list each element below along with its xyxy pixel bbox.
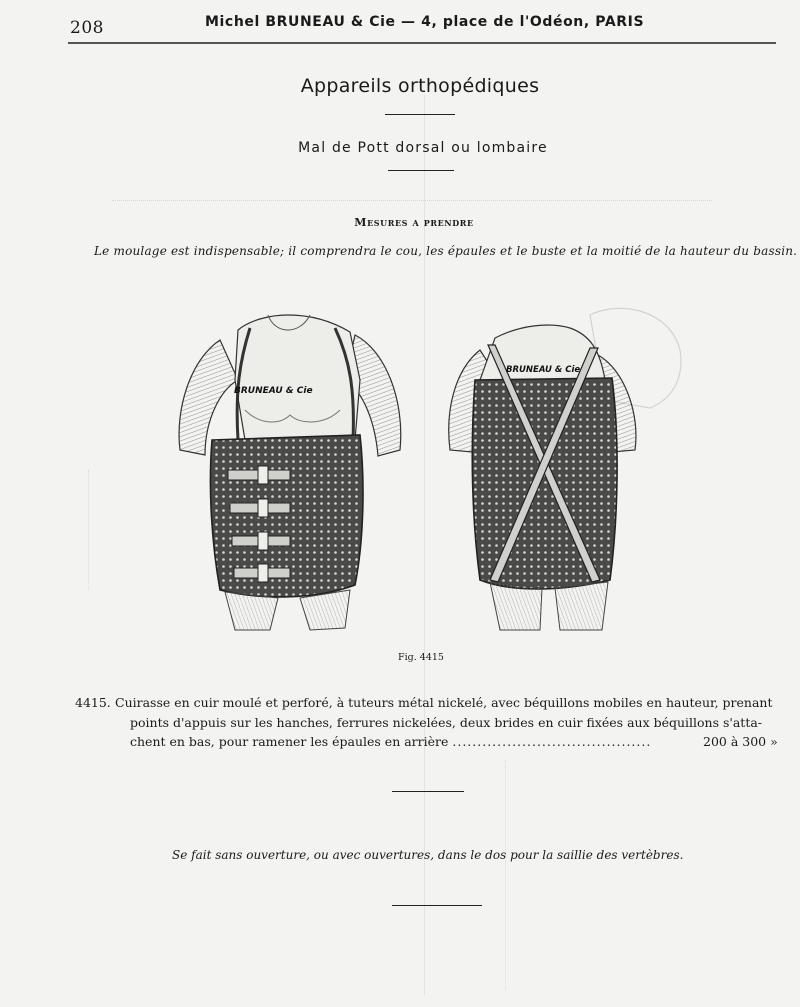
bleed-through-right-column (505, 760, 746, 990)
price-unit: » (770, 734, 778, 749)
figure-caption: Fig. 4415 (398, 652, 444, 663)
price-separator: à (730, 734, 739, 749)
subtitle: Mal de Pott dorsal ou lombaire (298, 140, 548, 156)
closing-rule (392, 905, 482, 906)
engraving-svg (150, 290, 710, 650)
price-low: 200 (703, 734, 727, 749)
header-rule (68, 42, 776, 44)
item-description-text: chent en bas, pour ramener les épaules en arrière (130, 734, 449, 749)
back-brand-label: BRUNEAU & Cie (506, 365, 581, 375)
running-head (0, 0, 800, 44)
item-description-line-2: points d'appuis sur les hanches, ferrures nickelées, deux brides en cuir fixées aux béquillons s'atta- (130, 714, 763, 730)
back-view (449, 308, 681, 630)
front-view (179, 315, 401, 630)
item-description-line-1: Cuirasse en cuir moulé et perforé, à tuteurs métal nickelé, avec béquillons mobiles en hauteur, prenant (115, 695, 773, 710)
section-title: Appareils orthopédiques (300, 75, 540, 97)
item-description-line-3 (130, 732, 651, 752)
front-brand-label: BRUNEAU & Cie (234, 386, 313, 396)
page-number: 208 (70, 18, 104, 38)
title-rule (385, 114, 455, 115)
measures-heading: Mesures a prendre (354, 216, 474, 229)
item-number: 4415. (75, 695, 111, 710)
measuring-instructions: Le moulage est indispensable; il comprendra le cou, les épaules et le buste et la moitié de la hauteur du bassin. (94, 244, 798, 258)
leader-dots: ........................................ (452, 734, 652, 749)
subtitle-rule (388, 170, 454, 171)
publisher-line: Michel BRUNEAU & Cie — 4, place de l'Odéon, PARIS (205, 14, 645, 30)
bleed-through-lines (112, 200, 712, 213)
price-high: 300 (742, 734, 767, 749)
price (703, 732, 778, 752)
opening-note: Se fait sans ouverture, ou avec ouvertures, dans le dos pour la saillie des vertèbres. (172, 848, 684, 862)
separator-rule (392, 791, 464, 792)
corset-illustration (150, 290, 710, 650)
